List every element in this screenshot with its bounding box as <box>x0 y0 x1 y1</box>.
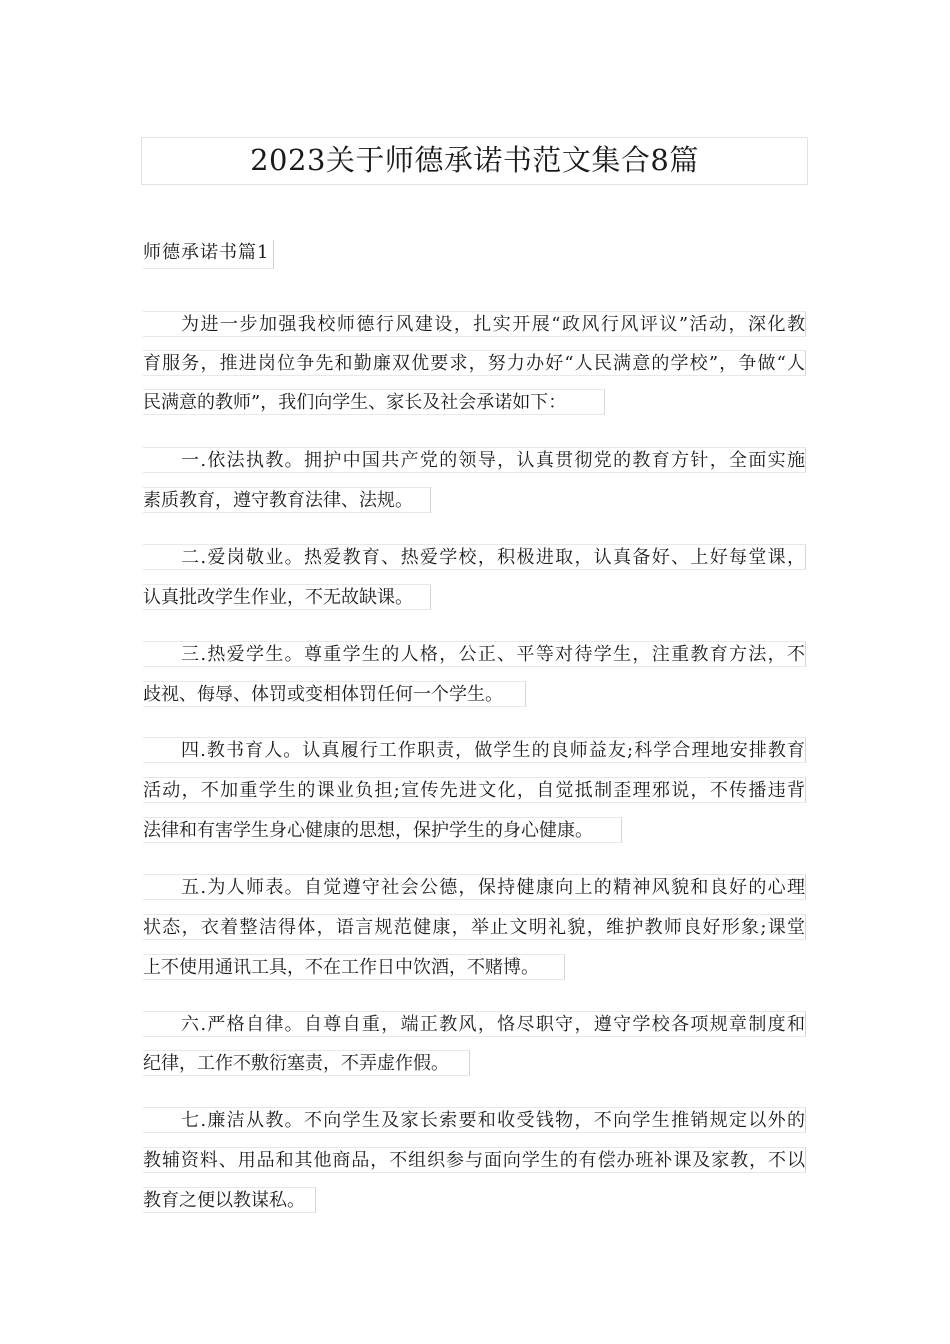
paragraph-8-line-1: 七.廉洁从教。不向学生及家长索要和收受钱物，不向学生推销规定以外的 <box>143 1107 806 1133</box>
paragraph-5-line-3: 法律和有害学生身心健康的思想，保护学生的身心健康。 <box>143 817 622 843</box>
document-title: 2023关于师德承诺书范文集合8篇 <box>141 137 808 185</box>
paragraph-1-line-3: 民满意的教师”，我们向学生、家长及社会承诺如下： <box>143 389 605 415</box>
paragraph-2-line-2: 素质教育，遵守教育法律、法规。 <box>143 487 431 513</box>
section-heading: 师德承诺书篇1 <box>143 240 274 269</box>
paragraph-7-line-1: 六.严格自律。自尊自重，端正教风，恪尽职守，遵守学校各项规章制度和 <box>143 1011 806 1037</box>
paragraph-3-line-1: 二.爱岗敬业。热爱教育、热爱学校，积极进取，认真备好、上好每堂课， <box>143 544 806 570</box>
paragraph-4-line-1: 三.热爱学生。尊重学生的人格，公正、平等对待学生，注重教育方法，不 <box>143 641 806 667</box>
paragraph-6-line-2: 状态，衣着整洁得体，语言规范健康，举止文明礼貌，维护教师良好形象;课堂 <box>143 914 806 940</box>
paragraph-5-line-1: 四.教书育人。认真履行工作职责，做学生的良师益友;科学合理地安排教育 <box>143 737 806 763</box>
paragraph-1-line-1: 为进一步加强我校师德行风建设，扎实开展“政风行风评议”活动，深化教 <box>143 311 806 337</box>
paragraph-8-line-3: 教育之便以教谋私。 <box>143 1187 316 1213</box>
paragraph-4-line-2: 歧视、侮辱、体罚或变相体罚任何一个学生。 <box>143 681 526 707</box>
paragraph-8-line-2: 教辅资料、用品和其他商品，不组织参与面向学生的有偿办班补课及家教，不以 <box>143 1147 806 1173</box>
paragraph-5-line-2: 活动，不加重学生的课业负担;宣传先进文化，自觉抵制歪理邪说，不传播违背 <box>143 777 806 803</box>
paragraph-6-line-3: 上不使用通讯工具，不在工作日中饮酒，不赌博。 <box>143 954 565 980</box>
paragraph-6-line-1: 五.为人师表。自觉遵守社会公德，保持健康向上的精神风貌和良好的心理 <box>143 874 806 900</box>
paragraph-1-line-2: 育服务，推进岗位争先和勤廉双优要求，努力办好“人民满意的学校”，争做“人 <box>143 350 806 376</box>
paragraph-3-line-2: 认真批改学生作业，不无故缺课。 <box>143 584 431 610</box>
paragraph-2-line-1: 一.依法执教。拥护中国共产党的领导，认真贯彻党的教育方针，全面实施 <box>143 447 806 473</box>
paragraph-7-line-2: 纪律，工作不敷衍塞责，不弄虚作假。 <box>143 1050 470 1076</box>
